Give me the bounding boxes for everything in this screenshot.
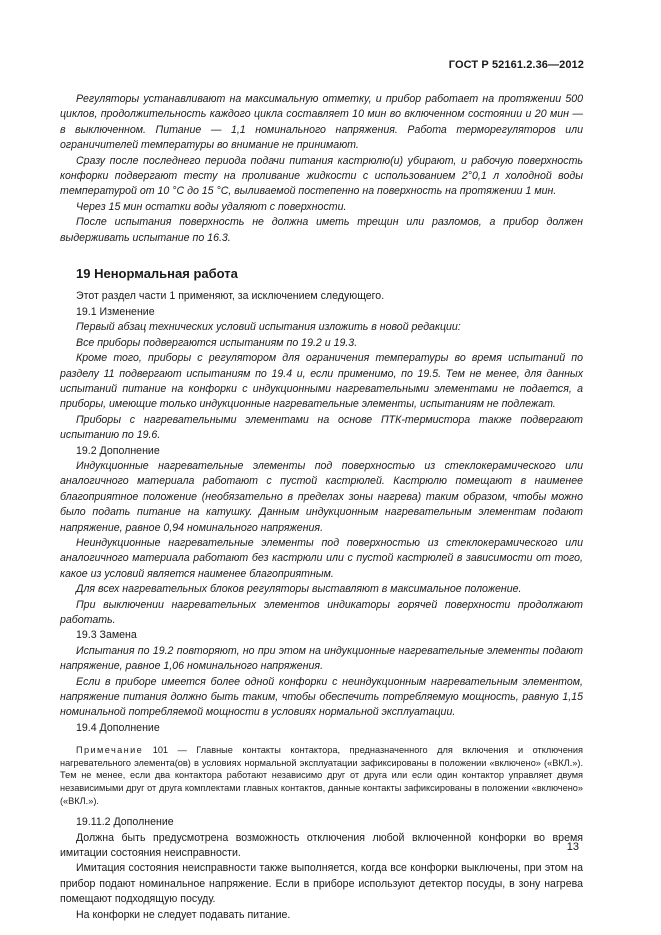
paragraph: На конфорки не следует подавать питание. [76,908,291,921]
paragraph: Если в приборе имеется более одной конфорки с неиндукционным нагревательным элементом, напряжение питания должно быть таким, чтобы обеспечить потребляемую мощность, равную 1,15 номинальной потребляемой мощности в условиях нормальной эксплуатации. [60,675,583,719]
paragraph: Первый абзац технических условий испытания изложить в новой редакции: [76,321,461,334]
paragraph: Неиндукционные нагревательные элементы под поверхностью из стеклокерамического или аналогичного материала работают без кастрюли или с пустой кастрюлей в зависимости от того, какое из условий является наименее благоприятным. [60,536,583,580]
page-number: 13 [566,841,579,853]
paragraph: Индукционные нагревательные элементы под поверхностью из стеклокерамического или аналогичного материала работают с пустой кастрюлей. Кастрюлю помещают в наименее благоприятное положение (необязательно в пределах зоны нагрева) таким образом, чтобы можно было подать питание на катушку. Данным индукционным нагревательным элементам подают напряжение, равное 0,94 номинального напряжения. [60,459,583,534]
subsection-title: 19.2 Дополнение [76,444,160,457]
subsection-title: 19.4 Дополнение [76,721,160,734]
paragraph: Испытания по 19.2 повторяют, но при этом на индукционные нагревательные элементы подают напряжение, равное 1,06 номинального напряжения. [60,644,583,673]
paragraph: Этот раздел части 1 применяют, за исключением следующего. [76,290,385,303]
subsection-title: 19.11.2 Дополнение [76,816,174,829]
paragraph: Кроме того, приборы с регулятором для ограничения температуры во время испытаний по разделу 11 подвергают испытаниям по 19.4 и, если применимо, по 19.5. Тем не менее, для данных испытаний питание на конфорки с индукционными нагревательными элементами не подается, а приборы, имеющие только индукционные нагревательные элементы, испытаниям не подлежат. [60,352,583,411]
note-label: Примечание [76,745,144,756]
subsection-title: 19.3 Замена [76,629,137,642]
paragraph: Регуляторы устанавливают на максимальную отметку, и прибор работает на протяжении 500 циклов, продолжительность каждого цикла составляет 10 мин во включенном состоянии и 20 мин — в выключенном. Питание — 1,1 номинального напряжения. Работа терморегуляторов или ограничителей температуры во внимание не принимают. [60,93,583,152]
note [60,744,583,807]
document-body [60,92,583,923]
paragraph: Все приборы подвергаются испытаниям по 19.2 и 19.3. [76,336,358,349]
section-title: 19 Ненормальная работа [76,266,238,282]
paragraph: Для всех нагревательных блоков регуляторы выставляют в максимальное положение. [76,583,522,596]
paragraph: Через 15 мин остатки воды удаляют с поверхности. [76,200,347,213]
document-code: ГОСТ Р 52161.2.36—2012 [448,59,584,71]
paragraph: Сразу после последнего периода подачи питания кастрюлю(и) убирают, и рабочую поверхность конфорки подвергают тесту на проливание жидкости с использованием 2°0,1 л холодной воды температурой от 10 °С до 15 °С, выливаемой постепенно на поверхность на протяжении 1 мин. [60,154,583,198]
note-text: 101 — Главные контакты контактора, предназначенного для включения и отключения нагревательного элемента(ов) в условиях нормальной эксплуатации зафиксированы в положении «включено» («ВКЛ.»). Тем не менее, если два контактора работают независимо друг от друга или если один контактор управляет двумя независимыми друг от друга комплектами главных контактов, данные контакты зафиксированы в положении «включено» («ВКЛ.»). [60,745,583,806]
paragraph: Должна быть предусмотрена возможность отключения любой включенной конфорки во время имитации состояния неисправности. [60,831,583,860]
paragraph: Имитация состояния неисправности также выполняется, когда все конфорки выключены, при этом на прибор подают номинальное напряжение. Если в приборе используют детектор посуды, в зону нагрева помещают подходящую посуду. [60,862,583,906]
subsection-title: 19.1 Изменение [76,305,155,318]
paragraph: При выключении нагревательных элементов индикаторы горячей поверхности продолжают работать. [60,598,583,626]
paragraph: После испытания поверхность не должна иметь трещин или разломов, а прибор должен выдерживать испытание по 16.3. [60,216,583,244]
paragraph: Приборы с нагревательными элементами на основе ПТК-термистора также подвергают испытанию по 19.6. [60,413,583,442]
